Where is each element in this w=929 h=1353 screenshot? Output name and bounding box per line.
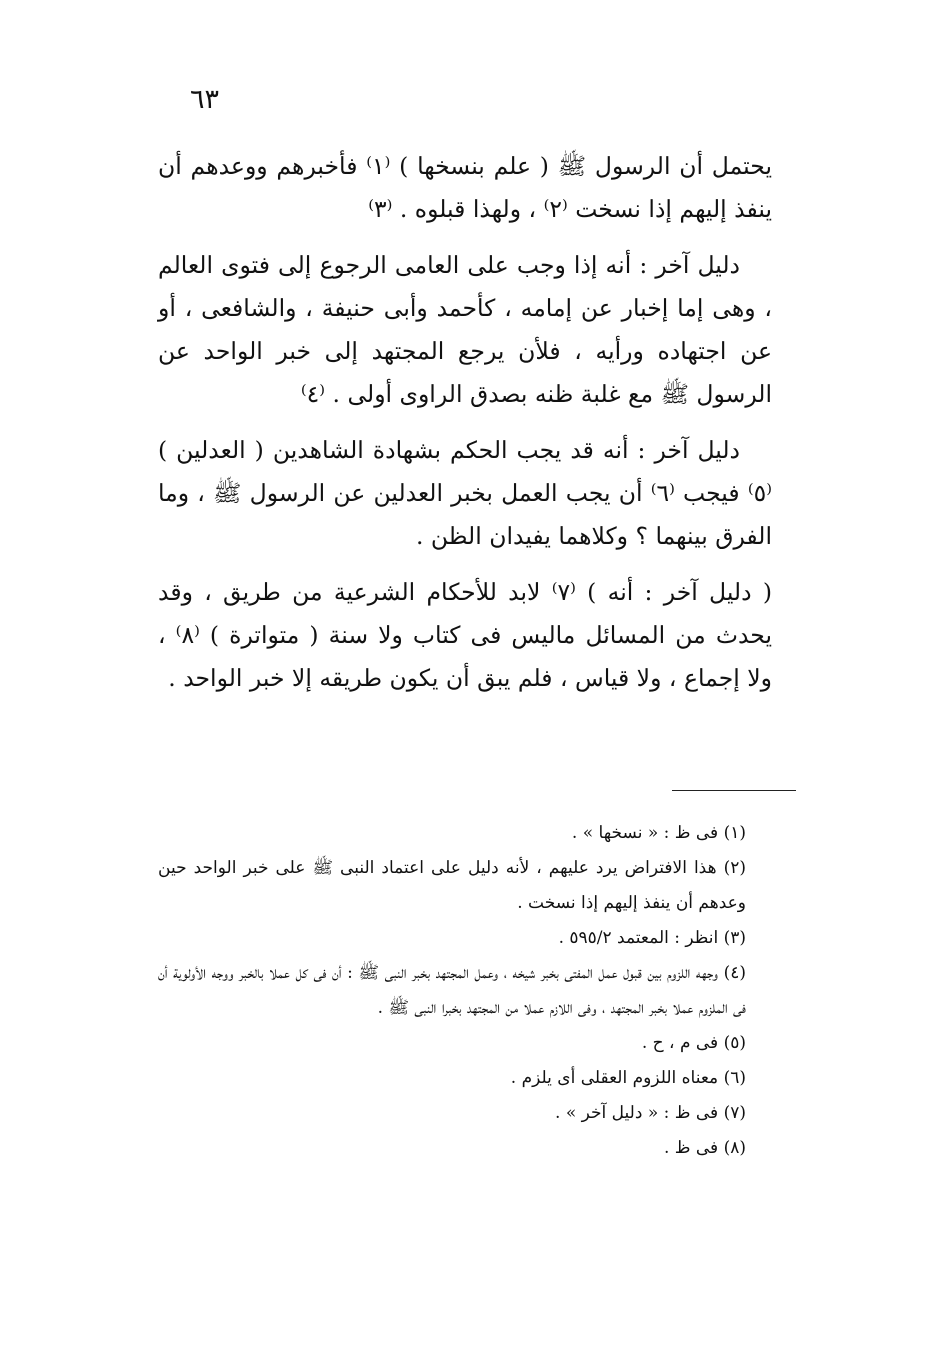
footnote-2: (٢) هذا الافتراض يرد عليهم ، لأنه دليل على اعتماد النبى ﷺ على خبر الواحد حين وعدهم أن ينفذ إليهم إذا نسخت . (158, 858, 746, 913)
footnote-5: (٥) فى م ، ح . (641, 1033, 746, 1053)
footnote-7: (٧) فى ظ : « دليل آخر » . (555, 1103, 746, 1123)
footnote-6: (٦) معناه اللزوم العقلى أى يلزم . (510, 1068, 746, 1088)
footnote-1: (١) فى ظ : « نسخها » . (571, 823, 746, 843)
main-text (158, 145, 772, 713)
footnote-4: (٤) وجهه اللزوم بين قبول عمل المفتى بخبر شيخه ، وعمل المجتهد بخبر النبى ﷺ : أن فى كل عملا بالخبر ووجه الأولوية أن فى الملزوم عملا بخبر المجتهد ، وفى اللازم عملا من المجتهد بخبرا النبى ﷺ . (158, 963, 746, 1018)
paragraph-4: ( دليل آخر : أنه ) ⁽٧⁾ لابد للأحكام الشرعية من طريق ، وقد يحدث من المسائل ماليس فى كتاب ولا سنة ( متواترة ) ⁽٨⁾ ، ولا إجماع ، ولا قياس ، فلم يبق أن يكون طريقه إلا خبر الواحد . (158, 578, 772, 692)
footnote-8: (٨) فى ظ . (663, 1138, 746, 1158)
footnote-separator (672, 790, 796, 791)
footnotes (158, 816, 772, 1166)
footnote-3: (٣) انظر : المعتمد ٥٩٥/٢ . (558, 928, 746, 948)
paragraph-3: دليل آخر : أنه قد يجب الحكم بشهادة الشاهدين ( العدلين ) ⁽٥⁾ فيجب ⁽٦⁾ أن يجب العمل بخبر العدلين عن الرسول ﷺ ، وما الفرق بينهما ؟ وكلاهما يفيدان الظن . (158, 436, 772, 550)
page-number: ٦٣ (190, 84, 220, 115)
paragraph-2: دليل آخر : أنه إذا وجب على العامى الرجوع إلى فتوى العالم ، وهى إما إخبار عن إمامه ، كأحمد وأبى حنيفة ، والشافعى ، أو عن اجتهاده ورأيه ، فلأن يرجع المجتهد إلى خبر الواحد عن الرسول ﷺ مع غلبة ظنه بصدق الراوى أولى . ⁽٤⁾ (158, 251, 772, 408)
paragraph-1: يحتمل أن الرسول ﷺ ( علم بنسخها ) ⁽١⁾ فأخبرهم ووعدهم أن ينفذ إليهم إذا نسخت ⁽٢⁾ ، ولهذا قبلوه . ⁽٣⁾ (158, 152, 772, 223)
